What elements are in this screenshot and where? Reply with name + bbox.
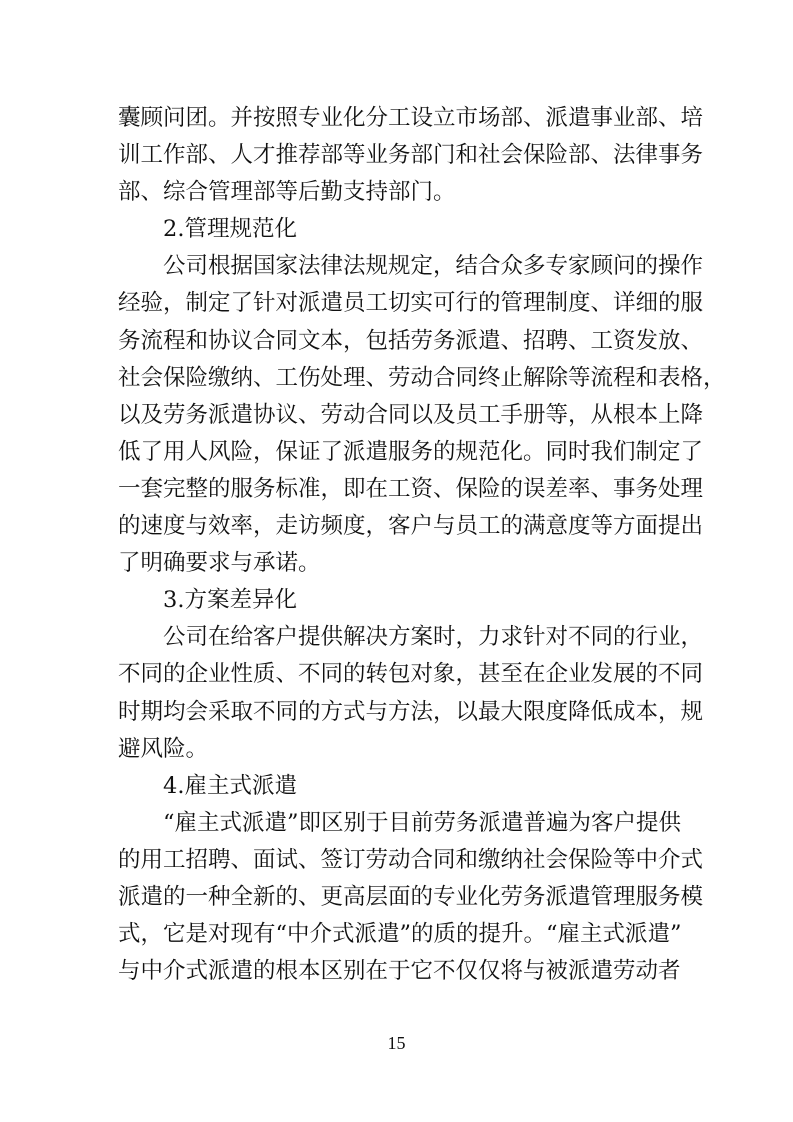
paragraph bbox=[118, 248, 726, 582]
text-line: 以及劳务派遣协议、劳动合同以及员工手册等，从根本上降 bbox=[118, 401, 704, 428]
paragraph bbox=[118, 100, 704, 211]
text-line: 经验，制定了针对派遣员工切实可行的管理制度、详细的服 bbox=[118, 290, 704, 317]
text-line: 不同的企业性质、不同的转包对象，甚至在企业发展的不同 bbox=[118, 661, 704, 688]
heading-text: 2.管理规范化 bbox=[163, 216, 297, 243]
text-line: 的用工招聘、面试、签订劳动合同和缴纳社会保险等中介式 bbox=[118, 846, 704, 873]
section-heading bbox=[118, 211, 673, 248]
text-line: 囊顾问团。并按照专业化分工设立市场部、派遣事业部、培 bbox=[118, 105, 704, 131]
text-line: 公司根据国家法律法规规定，结合众多专家顾问的操作 bbox=[163, 253, 704, 280]
document-body bbox=[118, 100, 726, 990]
text-line: 式，它是对现有“中介式派遣”的质的提升。“雇主式派遣” bbox=[118, 921, 682, 948]
text-line: 社会保险缴纳、工伤处理、劳动合同终止解除等流程和表格， bbox=[118, 364, 726, 391]
text-line: 派遣的一种全新的、更高层面的专业化劳务派遣管理服务模 bbox=[118, 883, 704, 910]
text-line: 公司在给客户提供解决方案时，力求针对不同的行业， bbox=[163, 624, 704, 651]
text-line: 一套完整的服务标准，即在工资、保险的误差率、事务处理 bbox=[118, 475, 704, 502]
section-heading bbox=[118, 768, 673, 805]
text-line: 低了用人风险，保证了派遣服务的规范化。同时我们制定了 bbox=[118, 438, 704, 465]
text-line: 部、综合管理部等后勤支持部门。 bbox=[118, 179, 456, 206]
text-line: 的速度与效率，走访频度，客户与员工的满意度等方面提出 bbox=[118, 513, 704, 540]
section-heading bbox=[118, 582, 673, 619]
heading-text: 4.雇主式派遣 bbox=[163, 772, 297, 799]
paragraph bbox=[118, 619, 704, 767]
heading-text: 3.方案差异化 bbox=[163, 587, 297, 614]
paragraph bbox=[118, 805, 704, 990]
text-line: 时期均会采取不同的方式与方法，以最大限度降低成本，规 bbox=[118, 698, 704, 725]
text-line: 避风险。 bbox=[118, 735, 209, 762]
page-number: 15 bbox=[387, 1033, 406, 1053]
text-line: 了明确要求与承诺。 bbox=[118, 550, 321, 577]
text-line: 与中介式派遣的根本区别在于它不仅仅将与被派遣劳动者 bbox=[118, 958, 681, 985]
text-line: “雇主式派遣”即区别于目前劳务派遣普遍为客户提供 bbox=[163, 809, 682, 836]
text-line: 训工作部、人才推荐部等业务部门和社会保险部、法律事务 bbox=[118, 142, 704, 169]
text-line: 务流程和协议合同文本，包括劳务派遣、招聘、工资发放、 bbox=[118, 327, 704, 354]
